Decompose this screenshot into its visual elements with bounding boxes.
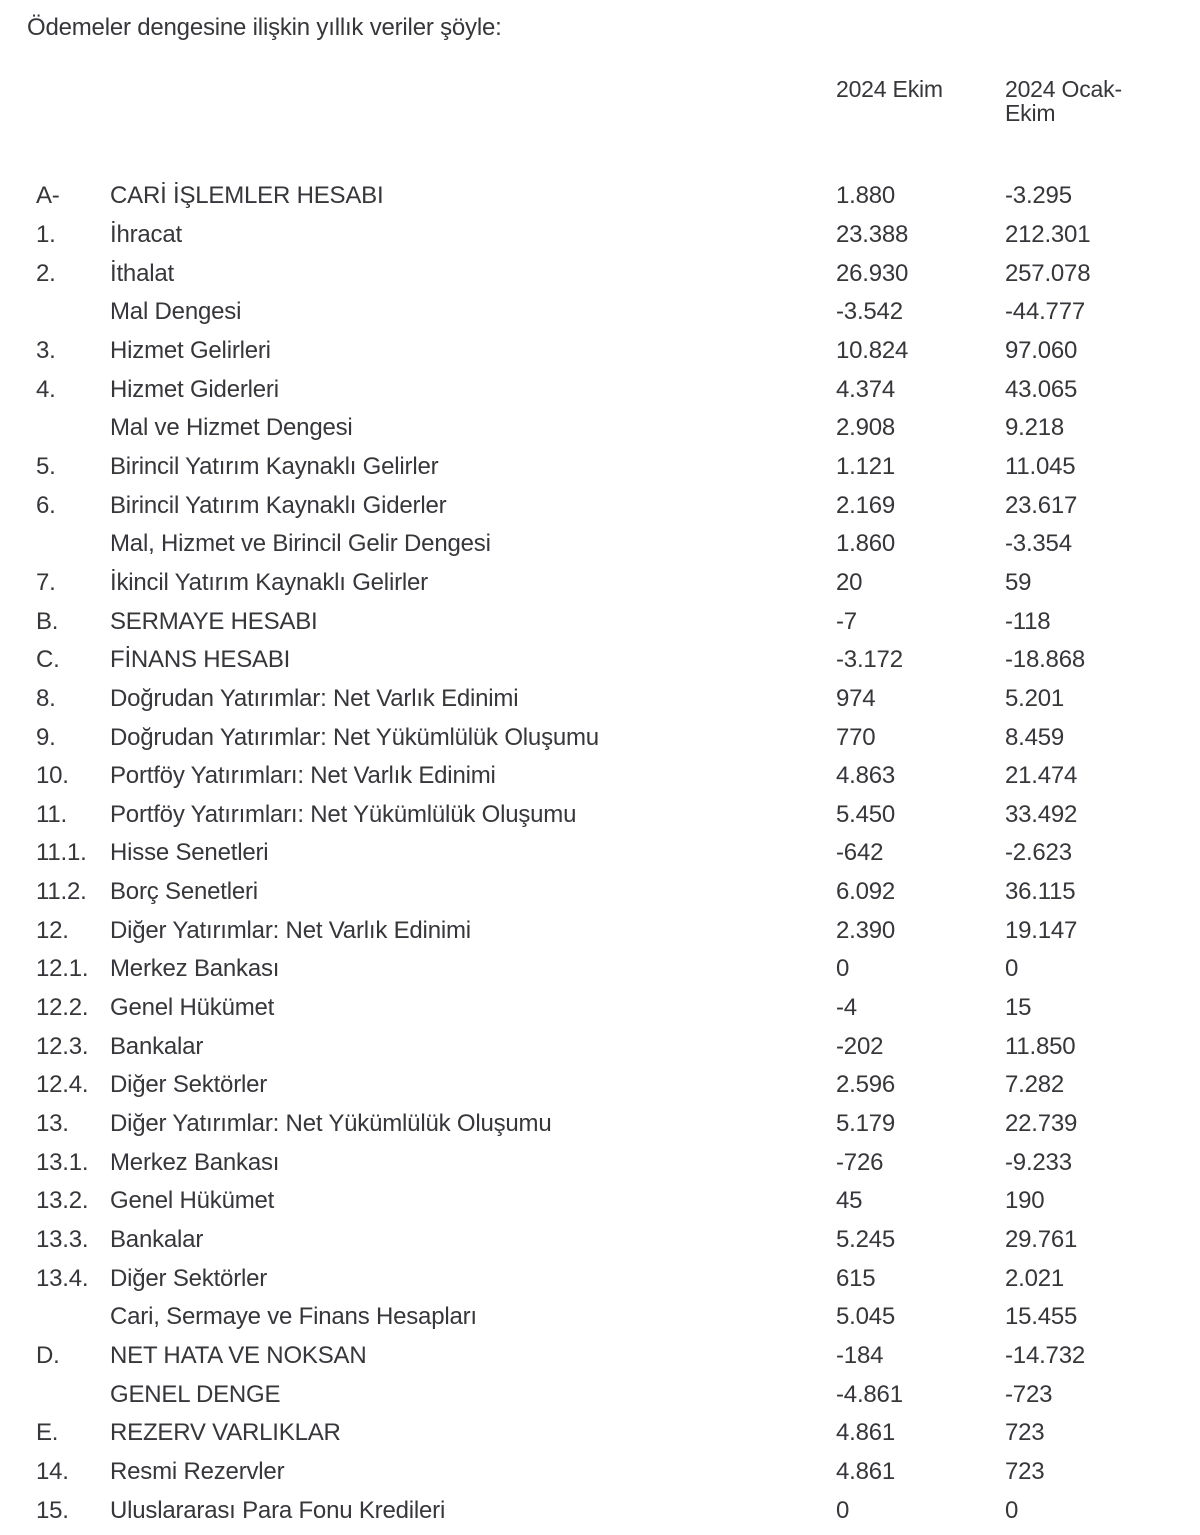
row-value-oct: 4.861 <box>836 1457 896 1485</box>
row-label: Hizmet Giderleri <box>110 375 279 403</box>
row-value-jan-oct: 212.301 <box>1005 220 1091 248</box>
row-value-jan-oct: -118 <box>1005 607 1051 635</box>
row-label: Bankalar <box>110 1226 204 1254</box>
row-code: 12.3. <box>36 1032 89 1060</box>
row-value-oct: 615 <box>836 1264 876 1292</box>
row-code: D. <box>36 1342 60 1370</box>
row-code: 11. <box>36 800 67 828</box>
row-value-oct: 10.824 <box>836 336 909 364</box>
row-value-oct: 20 <box>836 568 863 596</box>
row-code: 11.1. <box>36 839 87 867</box>
row-value-oct: 1.860 <box>836 530 896 558</box>
row-label: Portföy Yatırımları: Net Yükümlülük Oluşumu <box>110 800 577 828</box>
row-value-oct: 1.880 <box>836 182 896 210</box>
row-value-oct: 45 <box>836 1187 863 1215</box>
row-code: 13.2. <box>36 1187 89 1215</box>
column-header-october: 2024 Ekim <box>836 76 943 102</box>
row-label: Borç Senetleri <box>110 878 258 906</box>
row-value-jan-oct: -44.777 <box>1005 298 1085 326</box>
row-value-jan-oct: 2.021 <box>1005 1264 1065 1292</box>
row-code: 11.2. <box>36 878 87 906</box>
row-value-jan-oct: 11.850 <box>1005 1032 1076 1060</box>
row-label: Doğrudan Yatırımlar: Net Varlık Edinimi <box>110 684 519 712</box>
row-code: A- <box>36 182 60 210</box>
row-value-oct: -184 <box>836 1342 884 1370</box>
row-value-oct: 2.169 <box>836 491 896 519</box>
row-code: 9. <box>36 723 56 751</box>
row-value-oct: 974 <box>836 684 876 712</box>
row-value-oct: 23.388 <box>836 220 909 248</box>
row-label: Mal ve Hizmet Dengesi <box>110 414 353 442</box>
table-row <box>36 1337 1164 1376</box>
row-label: REZERV VARLIKLAR <box>110 1419 341 1447</box>
row-value-jan-oct: 23.617 <box>1005 491 1078 519</box>
row-value-oct: 26.930 <box>836 259 909 287</box>
table-row <box>36 911 1164 950</box>
row-label: İthalat <box>110 259 174 287</box>
table-row <box>36 1298 1164 1337</box>
table-row <box>36 409 1164 448</box>
table-row <box>36 641 1164 680</box>
row-code: 13.1. <box>36 1148 89 1176</box>
table-header-row <box>36 77 1164 125</box>
row-value-oct: 4.374 <box>836 375 896 403</box>
row-value-jan-oct: 190 <box>1005 1187 1045 1215</box>
row-value-oct: 0 <box>836 955 850 983</box>
row-value-oct: -4 <box>836 994 857 1022</box>
table-row <box>36 1105 1164 1144</box>
row-value-jan-oct: 0 <box>1005 1496 1019 1524</box>
row-label: Bankalar <box>110 1032 204 1060</box>
table-row <box>36 873 1164 912</box>
row-label: İhracat <box>110 220 182 248</box>
row-label: Hisse Senetleri <box>110 839 269 867</box>
row-value-jan-oct: -9.233 <box>1005 1148 1072 1176</box>
row-value-jan-oct: 0 <box>1005 955 1019 983</box>
column-header-january-october: 2024 Ocak-Ekim <box>1005 76 1122 126</box>
row-value-jan-oct: 21.474 <box>1005 762 1078 790</box>
row-code: 2. <box>36 259 56 287</box>
table-row <box>36 1027 1164 1066</box>
row-label: Diğer Yatırımlar: Net Varlık Edinimi <box>110 916 471 944</box>
row-value-jan-oct: -3.354 <box>1005 530 1072 558</box>
table-row <box>36 1375 1164 1414</box>
row-value-jan-oct: 15 <box>1005 994 1032 1022</box>
row-label: Mal, Hizmet ve Birincil Gelir Dengesi <box>110 530 491 558</box>
table-row <box>36 989 1164 1028</box>
row-code: 4. <box>36 375 56 403</box>
row-value-oct: 2.908 <box>836 414 896 442</box>
row-value-jan-oct: 19.147 <box>1005 916 1078 944</box>
row-value-jan-oct: -14.732 <box>1005 1342 1085 1370</box>
row-value-oct: 1.121 <box>836 452 896 480</box>
header-code-spacer <box>36 77 110 125</box>
row-code: 14. <box>36 1457 69 1485</box>
table-row <box>36 525 1164 564</box>
row-value-jan-oct: 33.492 <box>1005 800 1078 828</box>
row-value-jan-oct: 22.739 <box>1005 1110 1078 1138</box>
table-row <box>36 1414 1164 1453</box>
table-row <box>36 1066 1164 1105</box>
balance-table-body <box>36 177 1164 1530</box>
row-value-jan-oct: -18.868 <box>1005 646 1085 674</box>
row-label: CARİ İŞLEMLER HESABI <box>110 182 384 210</box>
row-code: E. <box>36 1419 59 1447</box>
row-value-jan-oct: 97.060 <box>1005 336 1078 364</box>
row-value-oct: 6.092 <box>836 878 896 906</box>
table-row <box>36 1453 1164 1492</box>
row-value-jan-oct: 11.045 <box>1005 452 1076 480</box>
row-value-oct: 770 <box>836 723 876 751</box>
row-code: 12. <box>36 916 69 944</box>
row-label: Genel Hükümet <box>110 994 275 1022</box>
row-label: Diğer Yatırımlar: Net Yükümlülük Oluşumu <box>110 1110 552 1138</box>
balance-of-payments-table <box>36 77 1164 1530</box>
table-row <box>36 602 1164 641</box>
row-value-oct: 0 <box>836 1496 850 1524</box>
row-value-oct: -726 <box>836 1148 884 1176</box>
table-row <box>36 796 1164 835</box>
table-row <box>36 293 1164 332</box>
row-label: Uluslararası Para Fonu Kredileri <box>110 1496 446 1524</box>
row-value-jan-oct: 257.078 <box>1005 259 1091 287</box>
row-value-oct: 5.179 <box>836 1110 896 1138</box>
row-value-jan-oct: 7.282 <box>1005 1071 1065 1099</box>
row-value-jan-oct: 29.761 <box>1005 1226 1078 1254</box>
row-label: Doğrudan Yatırımlar: Net Yükümlülük Oluşumu <box>110 723 599 751</box>
table-row <box>36 1259 1164 1298</box>
row-code: 8. <box>36 684 56 712</box>
row-code: 12.4. <box>36 1071 89 1099</box>
table-row <box>36 254 1164 293</box>
row-code: 7. <box>36 568 56 596</box>
row-code: B. <box>36 607 59 635</box>
row-label: Genel Hükümet <box>110 1187 275 1215</box>
table-row <box>36 1221 1164 1260</box>
row-value-jan-oct: -3.295 <box>1005 182 1072 210</box>
table-row <box>36 834 1164 873</box>
row-value-oct: -3.172 <box>836 646 903 674</box>
row-value-oct: 5.245 <box>836 1226 896 1254</box>
row-code: 13. <box>36 1110 69 1138</box>
row-code: 10. <box>36 762 69 790</box>
row-value-jan-oct: 723 <box>1005 1419 1045 1447</box>
row-value-oct: -642 <box>836 839 884 867</box>
row-value-jan-oct: 15.455 <box>1005 1303 1078 1331</box>
row-label: Diğer Sektörler <box>110 1264 268 1292</box>
table-row <box>36 370 1164 409</box>
table-row <box>36 1182 1164 1221</box>
table-row <box>36 680 1164 719</box>
row-label: Mal Dengesi <box>110 298 242 326</box>
row-label: Diğer Sektörler <box>110 1071 268 1099</box>
row-label: Birincil Yatırım Kaynaklı Gelirler <box>110 452 439 480</box>
row-value-oct: 2.596 <box>836 1071 896 1099</box>
row-label: SERMAYE HESABI <box>110 607 318 635</box>
row-label: FİNANS HESABI <box>110 646 291 674</box>
row-label: Hizmet Gelirleri <box>110 336 271 364</box>
row-code: C. <box>36 646 60 674</box>
row-value-jan-oct: 9.218 <box>1005 414 1065 442</box>
table-row <box>36 1491 1164 1530</box>
row-value-oct: 4.863 <box>836 762 896 790</box>
row-label: Portföy Yatırımları: Net Varlık Edinimi <box>110 762 496 790</box>
row-value-oct: 2.390 <box>836 916 896 944</box>
row-code: 13.3. <box>36 1226 89 1254</box>
row-value-oct: -4.861 <box>836 1380 903 1408</box>
row-code: 12.1. <box>36 955 89 983</box>
row-value-jan-oct: 59 <box>1005 568 1032 596</box>
table-row <box>36 332 1164 371</box>
row-value-jan-oct: 36.115 <box>1005 878 1076 906</box>
row-label: NET HATA VE NOKSAN <box>110 1342 367 1370</box>
row-value-jan-oct: -2.623 <box>1005 839 1072 867</box>
row-value-oct: -202 <box>836 1032 884 1060</box>
row-code: 5. <box>36 452 56 480</box>
row-value-jan-oct: 5.201 <box>1005 684 1065 712</box>
row-label: GENEL DENGE <box>110 1380 281 1408</box>
table-row <box>36 216 1164 255</box>
row-label: Cari, Sermaye ve Finans Hesapları <box>110 1303 477 1331</box>
table-row <box>36 177 1164 216</box>
row-code: 15. <box>36 1496 69 1524</box>
table-row <box>36 757 1164 796</box>
table-row <box>36 564 1164 603</box>
row-value-oct: 4.861 <box>836 1419 896 1447</box>
header-label-spacer <box>110 77 836 125</box>
row-label: Birincil Yatırım Kaynaklı Giderler <box>110 491 447 519</box>
row-code: 13.4. <box>36 1264 89 1292</box>
row-label: Merkez Bankası <box>110 955 280 983</box>
row-value-oct: 5.450 <box>836 800 896 828</box>
row-code: 12.2. <box>36 994 89 1022</box>
row-code: 3. <box>36 336 56 364</box>
table-row <box>36 950 1164 989</box>
table-row <box>36 448 1164 487</box>
row-label: Resmi Rezervler <box>110 1457 285 1485</box>
table-row <box>36 486 1164 525</box>
row-code: 1. <box>36 220 56 248</box>
row-value-jan-oct: 43.065 <box>1005 375 1078 403</box>
row-value-oct: -7 <box>836 607 857 635</box>
row-label: Merkez Bankası <box>110 1148 280 1176</box>
table-row <box>36 1143 1164 1182</box>
row-code: 6. <box>36 491 56 519</box>
row-value-jan-oct: -723 <box>1005 1380 1053 1408</box>
row-value-jan-oct: 723 <box>1005 1457 1045 1485</box>
page-title: Ödemeler dengesine ilişkin yıllık veriler şöyle: <box>27 14 502 41</box>
row-label: İkincil Yatırım Kaynaklı Gelirler <box>110 568 428 596</box>
row-value-oct: -3.542 <box>836 298 903 326</box>
table-row <box>36 718 1164 757</box>
row-value-oct: 5.045 <box>836 1303 896 1331</box>
row-value-jan-oct: 8.459 <box>1005 723 1065 751</box>
